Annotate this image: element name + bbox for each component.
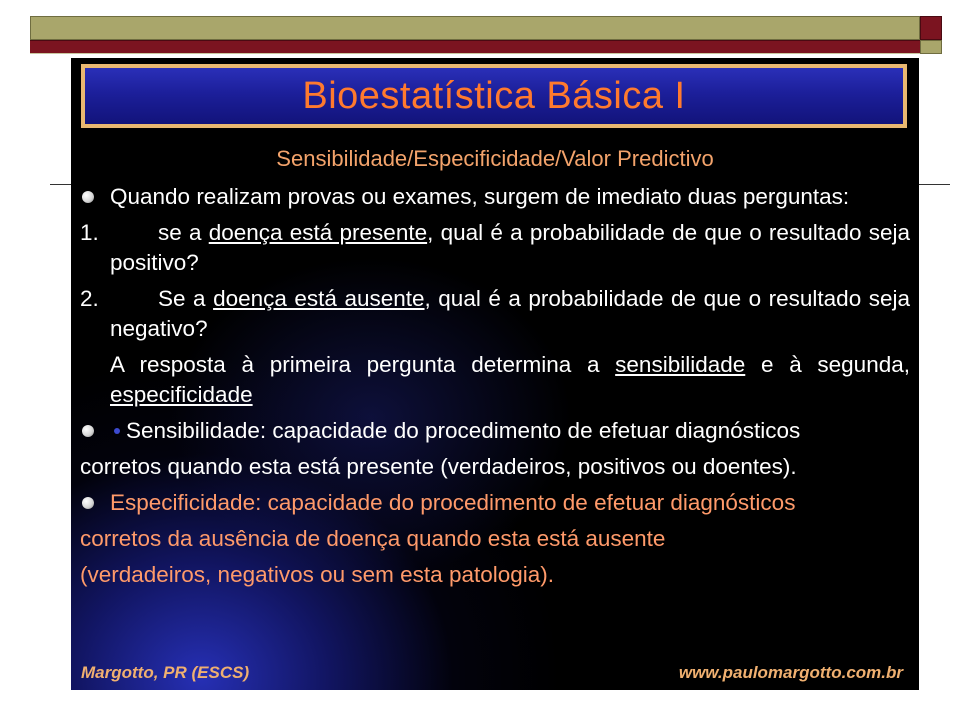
question-item-1 bbox=[80, 218, 910, 278]
answer-mid: e à segunda, bbox=[745, 352, 910, 377]
question-2-pre: Se a bbox=[158, 286, 214, 311]
slide-subtitle: Sensibilidade/Especificidade/Valor Predictivo bbox=[276, 146, 714, 171]
bullet-dot-icon bbox=[82, 191, 94, 203]
decorative-top-bar bbox=[30, 16, 920, 40]
especificidade-line-3: (verdadeiros, negativos ou sem esta patologia). bbox=[80, 562, 555, 587]
question-item-2 bbox=[80, 284, 910, 344]
footer-author: Margotto, PR (ESCS) bbox=[81, 663, 250, 682]
small-blue-dot-icon bbox=[114, 428, 120, 434]
question-2-underlined: doença está ausente bbox=[213, 286, 425, 311]
title-banner bbox=[81, 64, 907, 128]
decorative-corner-square-bottom bbox=[920, 40, 942, 54]
slide-title: Bioestatística Básica I bbox=[302, 74, 686, 117]
decorative-corner-square-top bbox=[920, 16, 942, 40]
footer-website-link[interactable]: www.paulomargotto.com.br bbox=[678, 663, 903, 682]
bullet-sensibilidade bbox=[80, 416, 910, 446]
bullet-questions bbox=[80, 182, 910, 212]
answer-paragraph bbox=[80, 350, 910, 410]
sensibilidade-line-2: corretos quando esta está presente (verdadeiros, positivos ou doentes). bbox=[80, 454, 797, 479]
question-1-pre: se a bbox=[158, 220, 209, 245]
bullet-dot-icon bbox=[82, 425, 94, 437]
bullet-dot-icon bbox=[82, 497, 94, 509]
decorative-accent-bar bbox=[30, 40, 920, 54]
question-2-post: , qual é a probabilidade de que o resultado seja negativo? bbox=[110, 286, 911, 341]
question-1-post: , qual é a probabilidade de que o resultado seja positivo? bbox=[110, 220, 910, 275]
question-number-1: 1. bbox=[80, 220, 99, 245]
especificidade-line-1: Especificidade: capacidade do procedimento de efetuar diagnósticos bbox=[110, 490, 796, 515]
slide-content bbox=[80, 182, 910, 590]
bullet-especificidade bbox=[80, 488, 910, 518]
slide-image bbox=[71, 58, 919, 690]
especificidade-line-2: corretos da ausência de doença quando esta está ausente bbox=[80, 526, 666, 551]
question-number-2: 2. bbox=[80, 286, 99, 311]
question-1-underlined: doença está presente bbox=[208, 220, 428, 245]
sensibilidade-line-1: Sensibilidade: capacidade do procedimento de efetuar diagnósticos bbox=[126, 418, 801, 443]
answer-sensibilidade: sensibilidade bbox=[615, 352, 746, 377]
bullet-questions-text: Quando realizam provas ou exames, surgem de imediato duas perguntas: bbox=[110, 184, 850, 209]
answer-pre: A resposta à primeira pergunta determina a bbox=[110, 352, 616, 377]
answer-especificidade: especificidade bbox=[110, 382, 253, 407]
